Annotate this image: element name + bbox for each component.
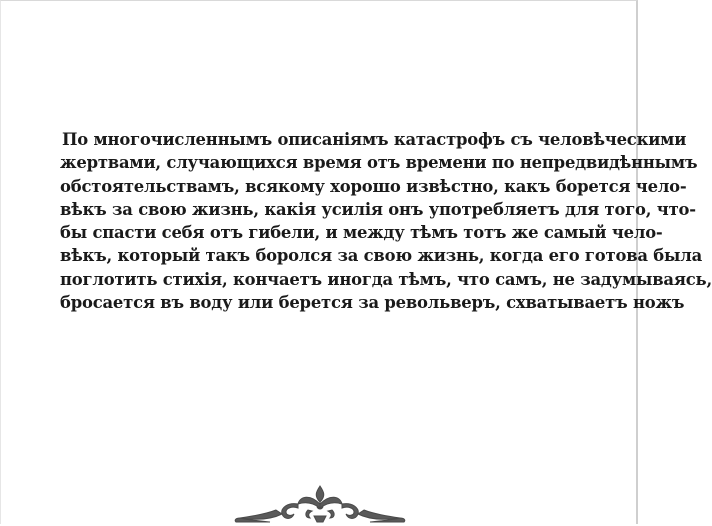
text-line-3: обстоятельствамъ, всякому хорошо извѣстно, какъ борется чело- bbox=[60, 176, 687, 196]
text-line-1: По многочисленнымъ описаніямъ катастрофъ съ человѣческими bbox=[62, 130, 687, 149]
text-line-6: вѣкъ, который такъ боролся за свою жизнь, когда его готова была bbox=[60, 246, 703, 266]
text-line-8: бросается въ воду или берется за револьверъ, схватываетъ ножъ bbox=[60, 293, 685, 313]
text-line-7: поглотить стихія, кончаетъ иногда тѣмъ, что самъ, не задумываясь, bbox=[60, 269, 712, 289]
text-line-5: бы спасти себя отъ гибели, и между тѣмъ тотъ же самый чело- bbox=[60, 223, 663, 243]
text-line-2: жертвами, случающихся время отъ времени по непредвидѣннымъ bbox=[60, 153, 698, 173]
text-line-4: вѣкъ за свою жизнь, какія усилія онъ употребляетъ для того, что- bbox=[60, 199, 696, 219]
decorative-flourish-ornament-icon bbox=[230, 480, 410, 524]
text-paragraph bbox=[60, 128, 712, 314]
